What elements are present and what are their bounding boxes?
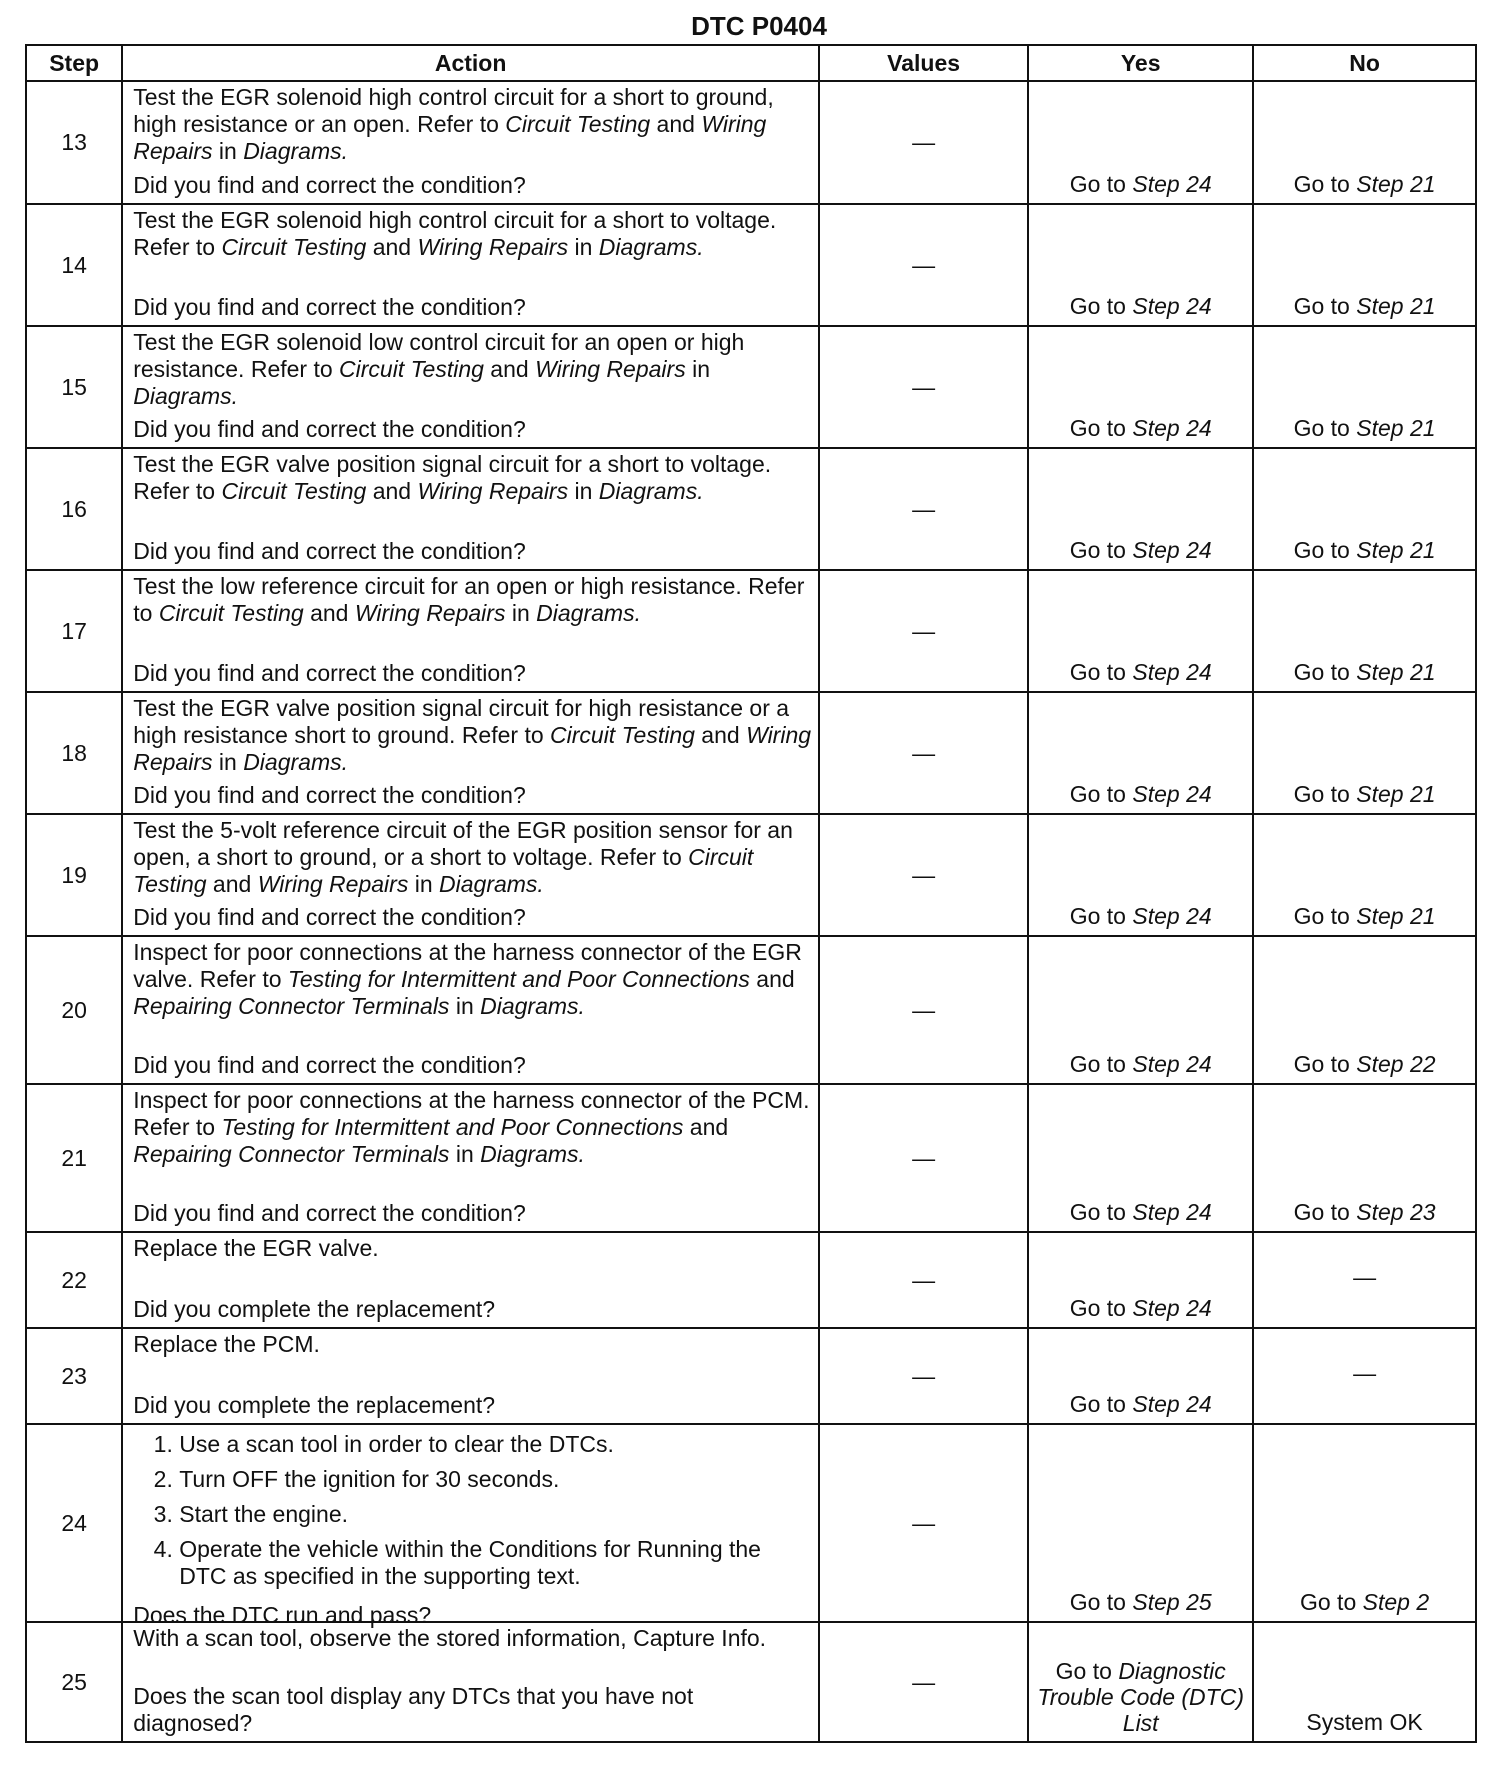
action-question: Did you find and correct the condition? [133,660,526,686]
step-number: 23 [26,1328,122,1424]
action-question: Did you find and correct the condition? [133,1052,526,1078]
yes-reference: Step 24 [1132,415,1212,441]
yes-reference: Step 24 [1132,781,1212,807]
table-row [26,1084,1476,1232]
values-cell: — [819,204,1028,326]
action-question: Did you find and correct the condition? [133,294,526,320]
action-text [133,1427,812,1598]
action-question: Did you find and correct the condition? [133,172,526,198]
values-cell: — [819,1328,1028,1424]
no-cell: Go to Step 21 [1253,204,1476,326]
action-text: Replace the PCM. [133,1331,320,1357]
table-row [26,448,1476,570]
action-text: Test the EGR solenoid low control circuit for an open or high resistance. Refer to Circuit Testing and Wiring Repairs in Diagrams. [133,329,745,409]
no-reference: Step 21 [1356,293,1436,319]
step-number: 14 [26,204,122,326]
action-question: Did you complete the replacement? [133,1392,496,1418]
yes-cell: Go to Step 24 [1028,1084,1253,1232]
yes-cell: Go to Step 24 [1028,814,1253,936]
action-question: Did you find and correct the condition? [133,416,526,442]
yes-cell: Go to Step 24 [1028,81,1253,204]
page-title: DTC P0404 [691,11,827,41]
action-steps-list [133,1431,812,1590]
step-number: 19 [26,814,122,936]
values-cell: — [819,936,1028,1084]
header-values: Values [819,45,1028,81]
action-text: Replace the EGR valve. [133,1235,379,1261]
table-body [26,81,1476,1742]
no-reference: Step 21 [1356,537,1436,563]
table-row [26,1424,1476,1622]
table-row [26,570,1476,692]
yes-cell: Go to Step 24 [1028,204,1253,326]
action-text: Inspect for poor connections at the harness connector of the PCM. Refer to Testing for Intermittent and Poor Connections and Repairing Connector Terminals in Diagrams. [133,1087,810,1167]
step-number: 17 [26,570,122,692]
action-cell [122,1232,819,1328]
values-cell: — [819,448,1028,570]
step-number: 21 [26,1084,122,1232]
list-item: 1. Use a scan tool in order to clear the DTCs. [179,1431,812,1458]
yes-reference: Step 24 [1132,1391,1212,1417]
list-item: 2. Turn OFF the ignition for 30 seconds. [179,1466,812,1493]
action-cell [122,570,819,692]
yes-reference: Step 24 [1132,903,1212,929]
action-text: Test the 5-volt reference circuit of the EGR position sensor for an open, a short to ground, or a short to voltage. Refer to Circuit Testing and Wiring Repairs in Diagrams. [133,817,793,897]
action-cell [122,1622,819,1742]
no-reference: Step 22 [1356,1051,1436,1077]
table-row [26,204,1476,326]
yes-reference: Step 24 [1132,537,1212,563]
no-cell: Go to Step 21 [1253,692,1476,814]
action-cell [122,448,819,570]
action-cell [122,1328,819,1424]
table-row [26,1328,1476,1424]
no-cell: — [1253,1328,1476,1424]
step-number: 24 [26,1424,122,1622]
no-cell: Go to Step 2 [1253,1424,1476,1622]
action-cell [122,1424,819,1628]
step-number: 25 [26,1622,122,1742]
action-cell [122,81,819,204]
action-text: Test the EGR valve position signal circuit for high resistance or a high resistance short to ground. Refer to Circuit Testing and Wiring Repairs in Diagrams. [133,695,812,775]
header-no: No [1253,45,1476,81]
action-question: Did you complete the replacement? [133,1296,496,1322]
no-reference: Step 21 [1356,659,1436,685]
action-cell [122,204,819,326]
yes-reference: Step 24 [1132,1051,1212,1077]
diagnostic-table [25,44,1477,1743]
yes-reference: Diagnostic Trouble Code (DTC) List [1037,1658,1244,1736]
yes-cell: Go to Step 24 [1028,570,1253,692]
values-cell: — [819,1232,1028,1328]
table-row [26,692,1476,814]
step-number: 18 [26,692,122,814]
action-cell [122,692,819,814]
values-cell: — [819,1084,1028,1232]
no-reference: Step 2 [1362,1589,1430,1615]
no-cell: System OK [1253,1622,1476,1742]
step-number: 15 [26,326,122,448]
yes-cell: Go to Step 24 [1028,1328,1253,1424]
table-row [26,936,1476,1084]
table-row [26,1622,1476,1742]
no-reference: Step 23 [1356,1199,1436,1225]
document-page [25,0,1477,1743]
step-number: 20 [26,936,122,1084]
action-text: Test the EGR solenoid high control circuit for a short to ground, high resistance or an open. Refer to Circuit Testing and Wiring Repairs in Diagrams. [133,84,774,164]
no-reference: Step 21 [1356,171,1436,197]
yes-cell: Go to Step 24 [1028,1232,1253,1328]
header-step: Step [26,45,122,81]
no-reference: Step 21 [1356,781,1436,807]
list-item: 4. Operate the vehicle within the Conditions for Running the DTC as specified in the supporting text. [179,1536,812,1590]
action-cell [122,814,819,936]
values-cell: — [819,570,1028,692]
step-number: 22 [26,1232,122,1328]
header-action: Action [122,45,819,81]
table-header-row [26,45,1476,81]
list-item: 3. Start the engine. [179,1501,812,1528]
table-row [26,814,1476,936]
values-cell: — [819,81,1028,204]
yes-cell: Go to Step 24 [1028,326,1253,448]
action-question: Does the scan tool display any DTCs that you have not diagnosed? [133,1683,694,1736]
yes-cell: Go to Diagnostic Trouble Code (DTC) List [1028,1622,1253,1742]
yes-cell: Go to Step 24 [1028,936,1253,1084]
action-text: Test the EGR solenoid high control circuit for a short to voltage. Refer to Circuit Testing and Wiring Repairs in Diagrams. [133,207,777,260]
table-row [26,326,1476,448]
yes-reference: Step 24 [1132,1295,1212,1321]
header-yes: Yes [1028,45,1253,81]
no-cell: Go to Step 23 [1253,1084,1476,1232]
no-cell: Go to Step 22 [1253,936,1476,1084]
action-question: Did you find and correct the condition? [133,904,526,930]
no-reference: Step 21 [1356,903,1436,929]
action-cell [122,326,819,448]
no-cell: Go to Step 21 [1253,326,1476,448]
action-text: With a scan tool, observe the stored information, Capture Info. [133,1625,767,1651]
step-number: 13 [26,81,122,204]
values-cell: — [819,1622,1028,1742]
no-cell: Go to Step 21 [1253,814,1476,936]
action-question: Does the DTC run and pass? [133,1602,432,1628]
values-cell: — [819,814,1028,936]
action-text: Inspect for poor connections at the harness connector of the EGR valve. Refer to Testing for Intermittent and Poor Connections and Repairing Connector Terminals in Diagrams. [133,939,802,1019]
no-cell: Go to Step 21 [1253,570,1476,692]
yes-reference: Step 24 [1132,171,1212,197]
no-reference: Step 21 [1356,415,1436,441]
table-row [26,81,1476,204]
action-cell [122,1084,819,1232]
action-text: Test the EGR valve position signal circuit for a short to voltage. Refer to Circuit Testing and Wiring Repairs in Diagrams. [133,451,772,504]
yes-reference: Step 24 [1132,293,1212,319]
values-cell: — [819,692,1028,814]
yes-cell: Go to Step 24 [1028,692,1253,814]
yes-reference: Step 25 [1132,1589,1212,1615]
yes-cell: Go to Step 24 [1028,448,1253,570]
no-cell: — [1253,1232,1476,1328]
action-cell [122,936,819,1084]
yes-reference: Step 24 [1132,659,1212,685]
values-cell: — [819,1424,1028,1622]
action-question: Did you find and correct the condition? [133,782,526,808]
yes-reference: Step 24 [1132,1199,1212,1225]
table-row [26,1232,1476,1328]
step-number: 16 [26,448,122,570]
no-cell: Go to Step 21 [1253,448,1476,570]
action-question: Did you find and correct the condition? [133,538,526,564]
action-text: Test the low reference circuit for an open or high resistance. Refer to Circuit Testing and Wiring Repairs in Diagrams. [133,573,805,626]
values-cell: — [819,326,1028,448]
action-question: Did you find and correct the condition? [133,1200,526,1226]
yes-cell: Go to Step 25 [1028,1424,1253,1622]
no-cell: Go to Step 21 [1253,81,1476,204]
